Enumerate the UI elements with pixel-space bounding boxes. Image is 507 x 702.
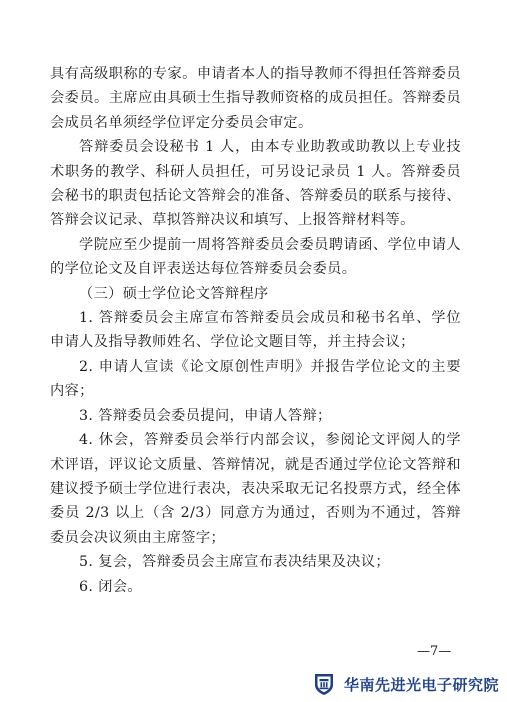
procedure-step-1: 1. 答辩委员会主席宣布答辩委员会成员和秘书名单、学位申请人及指导教师姓名、学位论文题目等，并主持会议；	[50, 310, 461, 351]
procedure-step-4: 4. 休会，答辩委员会举行内部会议，参阅论文评阅人的学术评语，评议论文质量、答辩情况，就是否通过学位论文答辩和建议授予硕士学位进行表决，表决采取无记名投票方式，经全体委员 2/3 以上（含 2/3）同意方为通过，否则为不通过，答辩委员会决议须由主席签字；	[50, 432, 461, 546]
paragraph-delivery: 学院应至少提前一周将答辩委员会委员聘请函、学位申请人的学位论文及自评表送达每位答辩委员会委员。	[50, 236, 461, 278]
procedure-step-3: 3. 答辩委员会委员提问，申请人答辩；	[79, 407, 332, 424]
university-crest-icon	[312, 672, 336, 696]
procedure-step-5: 5. 复会，答辩委员会主席宣布表决结果及决议；	[79, 554, 390, 571]
document-body	[50, 62, 461, 599]
institute-name: 华南先进光电子研究院	[344, 675, 500, 694]
institute-footer	[312, 671, 499, 697]
procedure-step-2: 2. 申请人宣读《论文原创性声明》并报告学位论文的主要内容；	[50, 358, 461, 400]
paragraph-secretary: 答辩委员会设秘书 1 人，由本专业助教或助教以上专业技术职务的教学、科研人员担任，可另设记录员 1 人。答辩委员会秘书的职责包括论文答辩会的准备、答辩委员的联系与接待、答辩会议记录、草拟答辩决议和填写、上报答辩材料等。	[50, 139, 461, 229]
paragraph-committee-members: 具有高级职称的专家。申请者本人的指导教师不得担任答辩委员会委员。主席应由具硕士生指导教师资格的成员担任。答辩委员会成员名单须经学位评定分委员会审定。	[50, 66, 461, 131]
page-number: —7—	[417, 644, 452, 659]
procedure-step-6: 6. 闭会。	[79, 578, 143, 595]
section-heading-defense-procedure: （三）硕士学位论文答辩程序	[79, 285, 269, 302]
